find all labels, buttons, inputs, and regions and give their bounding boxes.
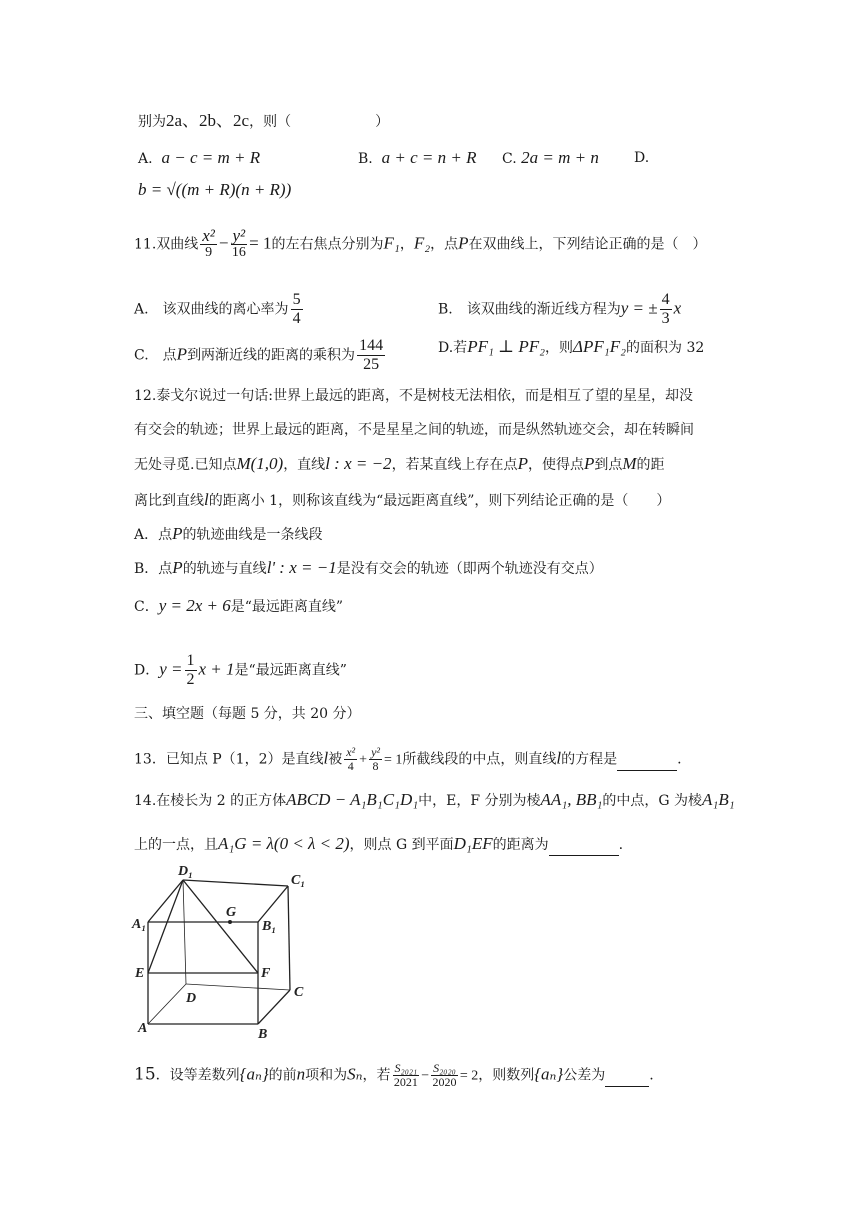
- q15-number: 15: [134, 1064, 156, 1085]
- q12-line3-mid3: ，使得点: [527, 457, 584, 473]
- q12-option-b-pre: B．点: [134, 561, 173, 577]
- label-c: C: [294, 985, 304, 1000]
- edge-da: [148, 984, 186, 1024]
- edge-a1d1: [148, 880, 183, 922]
- q14-mid: 中，E，F 分别为棱: [418, 793, 541, 809]
- edge-b1c1: [258, 886, 288, 922]
- q11-option-d-text3: 的面积为 32: [626, 340, 705, 356]
- q15-n: n: [296, 1064, 306, 1084]
- q13-frac-x: [344, 746, 357, 773]
- q12-line3-mid4: 到点: [594, 457, 623, 473]
- q11-f2: F₂: [413, 233, 431, 253]
- q11-option-d-expr: PF₁ ⊥ PF₂: [467, 337, 546, 356]
- q13-eq: = 1: [384, 752, 403, 768]
- q15-frac-2: [431, 1062, 458, 1089]
- q14-answer-blank[interactable]: [549, 835, 619, 856]
- q15-end: 公差为: [563, 1067, 606, 1084]
- q14-line2-pre: 上的一点，且: [134, 837, 218, 853]
- q12-option-b-mid: 的轨迹与直线: [182, 561, 267, 577]
- edge-dc: [186, 984, 290, 990]
- q14-edge-ab: A₁B₁: [702, 790, 735, 809]
- q12-option-c-expr: y = 2x + 6: [158, 596, 231, 615]
- q13-frac-y-num: y²: [371, 745, 381, 759]
- q15-frac-2-den: 2020: [432, 1075, 457, 1089]
- edge-c1c: [288, 886, 290, 990]
- q12-point-m2: M: [622, 454, 637, 473]
- q11-frac-x-den: 9: [205, 245, 213, 260]
- q12-line3-mid: ，直线: [283, 457, 326, 473]
- q12-option-a-pre: A．点: [134, 527, 173, 543]
- q12-option-d-end: 是“最远距离直线”: [234, 662, 347, 679]
- q15-minus: −: [421, 1068, 430, 1084]
- q11-option-c: [134, 337, 387, 374]
- q13: 13．已知点 P（1，2）是直线l被 $\frac{\text{x²}}{4}$ + $\frac{\text{y²}}{8}$ = 1所截线段的中点，则直线l的方程是 .: [134, 745, 682, 773]
- q12-line3-end: 的距: [636, 457, 665, 473]
- q15-mid4: ，则数列: [478, 1067, 535, 1084]
- q11-option-a: [134, 291, 305, 328]
- q11-f1: F₁: [383, 233, 400, 253]
- q12-option-a-end: 的轨迹曲线是一条线段: [182, 527, 323, 543]
- edge-d1e: [148, 880, 183, 973]
- q10-option-a: [138, 148, 260, 169]
- q15-mid3: ，若: [362, 1067, 391, 1084]
- q14-cube: ABCD − A₁B₁C₁D₁: [286, 790, 419, 809]
- q11-option-a-text: A. 该双曲线的离心率为: [134, 301, 289, 318]
- q12-line1: 12.泰戈尔说过一句话:世界上最远的距离，不是树枝无法相依，而是相互了望的星星，却没: [134, 388, 693, 404]
- q12-option-d-rest: x + 1: [198, 659, 235, 679]
- q15-pre: ．设等差数列: [155, 1067, 240, 1084]
- q15: [134, 1062, 654, 1089]
- q13-l: l: [323, 748, 329, 768]
- q11-option-b: [438, 291, 681, 328]
- q11-option-c-num: 144: [359, 337, 384, 354]
- q12-line4-pre: 离比到直线: [134, 493, 204, 509]
- q13-mid2: 所截线段的中点，则直线: [402, 751, 557, 768]
- q13-l2: l: [556, 748, 562, 768]
- q11-suffix: 在双曲线上，下列结论正确的是（ ）: [468, 236, 707, 253]
- q12-option-c-pre: C．: [134, 599, 159, 615]
- q11-option-b-frac: [660, 291, 672, 328]
- q10-option-d-expr: [138, 180, 291, 201]
- label-g: G: [226, 905, 237, 920]
- q12-option-d-num: 1: [186, 652, 195, 669]
- q12-line2: 有交会的轨迹；世界上最远的距离，不是星星之间的轨迹，而是纵然轨迹交会，却在转瞬间: [134, 422, 694, 438]
- q10-option-d: [634, 148, 649, 168]
- point-g: [228, 920, 232, 924]
- label-a: A: [138, 1021, 148, 1036]
- edge-d1f: [183, 880, 258, 973]
- q12-option-c-end: 是“最远距离直线”: [230, 599, 344, 615]
- q12-line-l: l : x = −2: [325, 454, 392, 473]
- q12-option-b-p: P: [172, 558, 183, 577]
- q10-option-b: [358, 148, 477, 169]
- q15-eq: = 2: [459, 1068, 479, 1084]
- q15-frac-1-num: S₂₀₂₁: [394, 1061, 418, 1075]
- q10-stem-prefix: 别为: [138, 114, 166, 130]
- q10-option-c: [502, 148, 599, 169]
- q11-option-c-p: P: [176, 344, 188, 364]
- q11-option-c-text: C. 点: [134, 347, 177, 364]
- q15-answer-blank[interactable]: [605, 1066, 649, 1087]
- q14-line2: [134, 834, 623, 856]
- q10-option-c-expr: 2a = m + n: [521, 148, 599, 167]
- q12-point-p: P: [517, 454, 528, 473]
- q15-frac-1: [393, 1062, 420, 1089]
- q10-option-b-label: B.: [358, 151, 373, 167]
- q11-option-c-frac: [357, 337, 385, 374]
- q14-mid2: 的中点，G 为棱: [602, 793, 703, 809]
- q11-stem: 11.双曲线 $\frac{\text{x²}}{9}$ − $\frac{\text{y²}}{16}$ = 1的左右焦点分别为F₁，F₂，点P在双曲线上，下列结论正确的是（ ）: [134, 226, 707, 260]
- edge-d1c1: [183, 880, 288, 886]
- q12-option-d-den: 2: [186, 671, 195, 688]
- q11-option-d-text: D.若: [438, 340, 468, 356]
- label-d: D: [186, 991, 197, 1006]
- q11-option-c-text2: 到两渐近线的距离的乘积为: [187, 347, 356, 364]
- q10-option-a-label: A.: [138, 151, 153, 167]
- q11-middle: 的左右焦点分别为: [271, 236, 384, 253]
- q10-stem-math: 2a、2b、2c: [166, 111, 250, 130]
- q13-end: 的方程是: [561, 751, 618, 768]
- q15-an2: {aₙ}: [534, 1064, 564, 1084]
- q10-option-d-formula: b = √((m + R)(n + R)): [138, 180, 292, 199]
- label-c1: C₁: [291, 873, 306, 888]
- q11-option-a-num: 5: [292, 291, 301, 308]
- q12-option-a: [134, 524, 323, 545]
- q11-after-f: ，点: [430, 236, 459, 253]
- q11-prefix: 双曲线: [156, 236, 199, 253]
- cube-figure: [128, 862, 318, 1044]
- q15-tail: .: [649, 1067, 654, 1084]
- q15-an: {aₙ}: [239, 1064, 269, 1084]
- q11-option-d: [438, 337, 704, 358]
- section-3-heading: 三、填空题（每题 5 分，共 20 分）: [134, 706, 361, 722]
- q11-option-d-tri: ΔPF₁F₂: [573, 337, 626, 356]
- q13-tail: .: [677, 751, 682, 768]
- q15-sn: Sₙ: [347, 1064, 363, 1084]
- q15-mid2: 项和为: [305, 1067, 348, 1084]
- q11-frac-y-den: 16: [231, 245, 246, 260]
- q14-line1: [134, 790, 735, 811]
- q11-sep: ，: [399, 236, 414, 253]
- q12-point-m: M(1,0): [236, 454, 284, 473]
- label-e: E: [135, 966, 145, 981]
- q12-option-d-frac: [185, 652, 197, 689]
- q12-point-p2: P: [583, 454, 595, 473]
- q12-option-b-line: l' : x = −1: [266, 558, 337, 577]
- q15-mid: 的前: [268, 1067, 297, 1084]
- label-d1: D₁: [178, 864, 193, 879]
- q10-option-c-label: C.: [502, 151, 517, 167]
- q11-option-b-text: B. 该双曲线的渐近线方程为: [438, 301, 621, 318]
- label-a1: A₁: [132, 917, 147, 932]
- q12-option-d: [134, 652, 347, 689]
- q12-option-d-pre: D．: [134, 662, 160, 679]
- q12-line3-pre: 无处寻觅.已知点: [134, 457, 237, 473]
- q12-option-c: [134, 596, 343, 617]
- q12-option-b-end: 是没有交会的轨迹（即两个轨迹没有交点）: [336, 561, 603, 577]
- q14-edges: AA₁, BB₁: [540, 790, 603, 809]
- q15-frac-1-den: 2021: [393, 1075, 418, 1089]
- q13-frac-y-den: 8: [372, 759, 379, 773]
- q11-option-b-den: 3: [661, 310, 670, 327]
- edge-bc: [258, 990, 290, 1024]
- q13-answer-blank[interactable]: [617, 750, 677, 771]
- q12-line4: [134, 490, 670, 511]
- label-f: F: [261, 966, 271, 981]
- q12-option-d-y: y =: [159, 659, 183, 679]
- q12-line4-l: l: [204, 490, 209, 509]
- q11-frac-x-num: x²: [202, 226, 215, 245]
- q13-frac-y: [369, 746, 382, 773]
- q11-option-b-expr: y = ±: [620, 298, 658, 318]
- q11-option-a-den: 4: [292, 310, 301, 327]
- q11-p: P: [458, 233, 469, 253]
- q13-frac-x-den: 4: [347, 759, 354, 773]
- q12-option-a-p: P: [172, 524, 183, 543]
- label-b1: B₁: [262, 919, 277, 934]
- q11-frac-y: [231, 228, 248, 261]
- q13-pre: 13．已知点 P（1，2）是直线: [134, 751, 324, 768]
- q14-line2-mid: ，则点 G 到平面: [349, 837, 454, 853]
- edge-d1d: [183, 880, 186, 984]
- q10-stem: [138, 111, 389, 132]
- q11-option-c-den: 25: [363, 356, 380, 373]
- q10-option-b-expr: a + c = n + R: [381, 148, 477, 167]
- q10-option-d-label: D.: [634, 150, 650, 166]
- q13-mid: 被: [328, 751, 343, 768]
- q11-option-d-text2: ，则: [545, 340, 574, 356]
- q14-line2-end: 的距离为: [492, 837, 549, 853]
- label-b: B: [258, 1027, 268, 1042]
- q13-frac-x-num: x²: [346, 745, 356, 759]
- q14-plane: D₁EF: [453, 834, 493, 853]
- q11-eq: = 1: [249, 233, 272, 253]
- q11-option-a-frac: [291, 291, 303, 328]
- q11-number: 11.: [134, 236, 157, 253]
- q12-line3-mid2: ，若某直线上存在点: [391, 457, 518, 473]
- q14-pre: 14.在棱长为 2 的正方体: [134, 793, 287, 809]
- q12-line3: [134, 454, 665, 475]
- q15-frac-2-num: S₂₀₂₀: [433, 1061, 456, 1075]
- q12-option-b: [134, 558, 603, 579]
- q11-option-b-num: 4: [661, 291, 670, 308]
- q11-frac-y-num: y²: [232, 226, 246, 245]
- q10-option-a-expr: a − c = m + R: [161, 148, 261, 167]
- q10-stem-suffix: ，则（ ）: [249, 114, 390, 130]
- q14-cond: A₁G = λ(0 < λ < 2): [218, 834, 350, 853]
- q12-line4-end: 的距离小 1，则称该直线为“最远距离直线”，则下列结论正确的是（ ）: [208, 493, 671, 509]
- q11-frac-x: [200, 228, 217, 261]
- q14-tail: .: [618, 837, 624, 853]
- q11-option-b-var: x: [673, 298, 682, 318]
